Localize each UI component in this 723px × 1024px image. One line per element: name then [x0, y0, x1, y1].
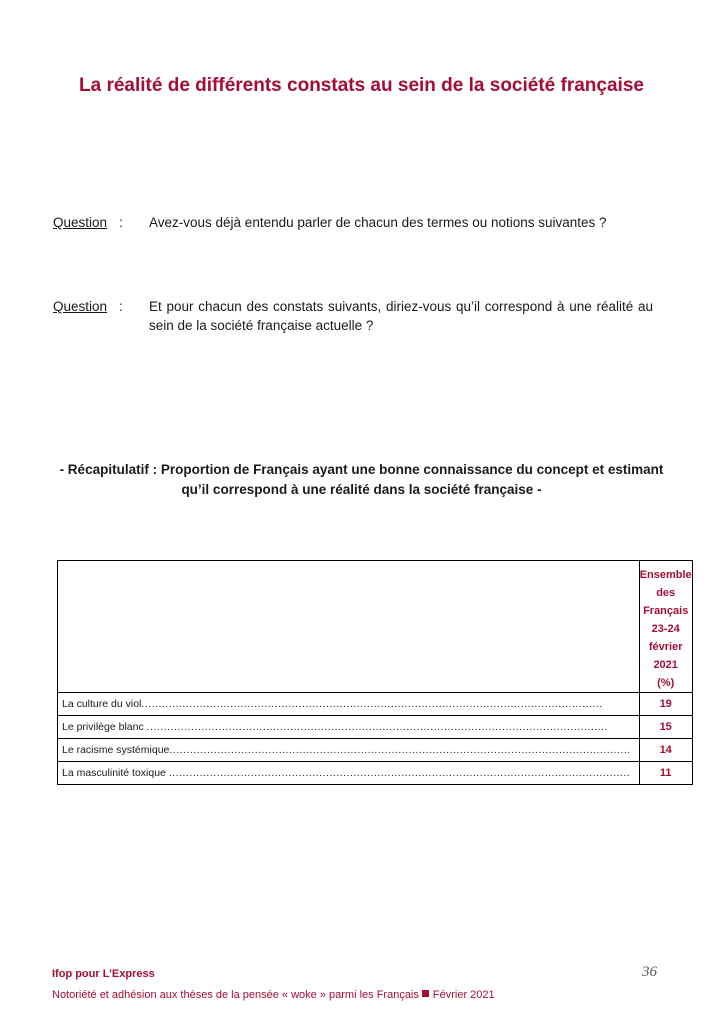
leader-dots: ....................................................................................................................................... — [168, 767, 631, 779]
question-colon: : — [119, 215, 123, 230]
row-label: Le racisme systémique — [62, 744, 170, 756]
row-label-cell — [58, 716, 640, 739]
footer-subtitle-right: Février 2021 — [432, 989, 495, 1001]
column-header-line: 23-24 février — [648, 623, 683, 653]
table-row — [58, 739, 693, 762]
page-title: La réalité de différents constats au sein de la société française — [79, 75, 644, 96]
row-value: 11 — [639, 762, 692, 785]
column-header-line: Ensemble des — [639, 569, 692, 599]
question-label: Question — [53, 299, 108, 314]
row-label-cell — [58, 762, 640, 785]
question-1 — [53, 213, 653, 232]
question-label: Question — [53, 215, 108, 230]
footer-subtitle — [52, 989, 495, 1001]
table-header-row — [58, 561, 693, 693]
row-label: La masculinité toxique — [62, 767, 166, 779]
row-label-cell — [58, 693, 640, 716]
footer-organization: Ifop pour L’Express — [52, 968, 155, 980]
leader-dots: ....................................................................................................................................... — [146, 721, 608, 733]
table-header-blank — [58, 561, 640, 693]
question-colon: : — [119, 299, 123, 314]
column-header-line: (%) — [657, 677, 675, 689]
leader-dots: ....................................................................................................................................... — [169, 744, 631, 756]
question-text: Avez-vous déjà entendu parler de chacun des termes ou notions suivantes ? — [149, 215, 607, 230]
column-header-line: Français — [643, 605, 689, 617]
footer-subtitle-left: Notoriété et adhésion aux thèses de la pensée « woke » parmi les Français — [52, 989, 419, 1001]
square-bullet-icon — [422, 990, 429, 997]
results-table — [57, 560, 693, 785]
row-label: Le privilège blanc — [62, 721, 144, 733]
question-text: Et pour chacun des constats suivants, diriez-vous qu’il correspond à une réalité au sein de la société française actuelle ? — [149, 299, 653, 333]
row-label-cell — [58, 739, 640, 762]
question-2 — [53, 297, 653, 335]
row-value: 15 — [639, 716, 692, 739]
column-header-line: 2021 — [653, 659, 678, 671]
row-label: La culture du viol — [62, 698, 142, 710]
row-value: 19 — [639, 693, 692, 716]
table-row — [58, 693, 693, 716]
table-row — [58, 762, 693, 785]
table-row — [58, 716, 693, 739]
page-number: 36 — [642, 964, 657, 980]
recap-heading: - Récapitulatif : Proportion de Français ayant une bonne connaissance du concept et estimant qu’il correspond à une réalité dans la société française - — [59, 462, 664, 497]
leader-dots: ....................................................................................................................................... — [141, 698, 603, 710]
row-value: 14 — [639, 739, 692, 762]
table-column-header — [639, 561, 692, 693]
